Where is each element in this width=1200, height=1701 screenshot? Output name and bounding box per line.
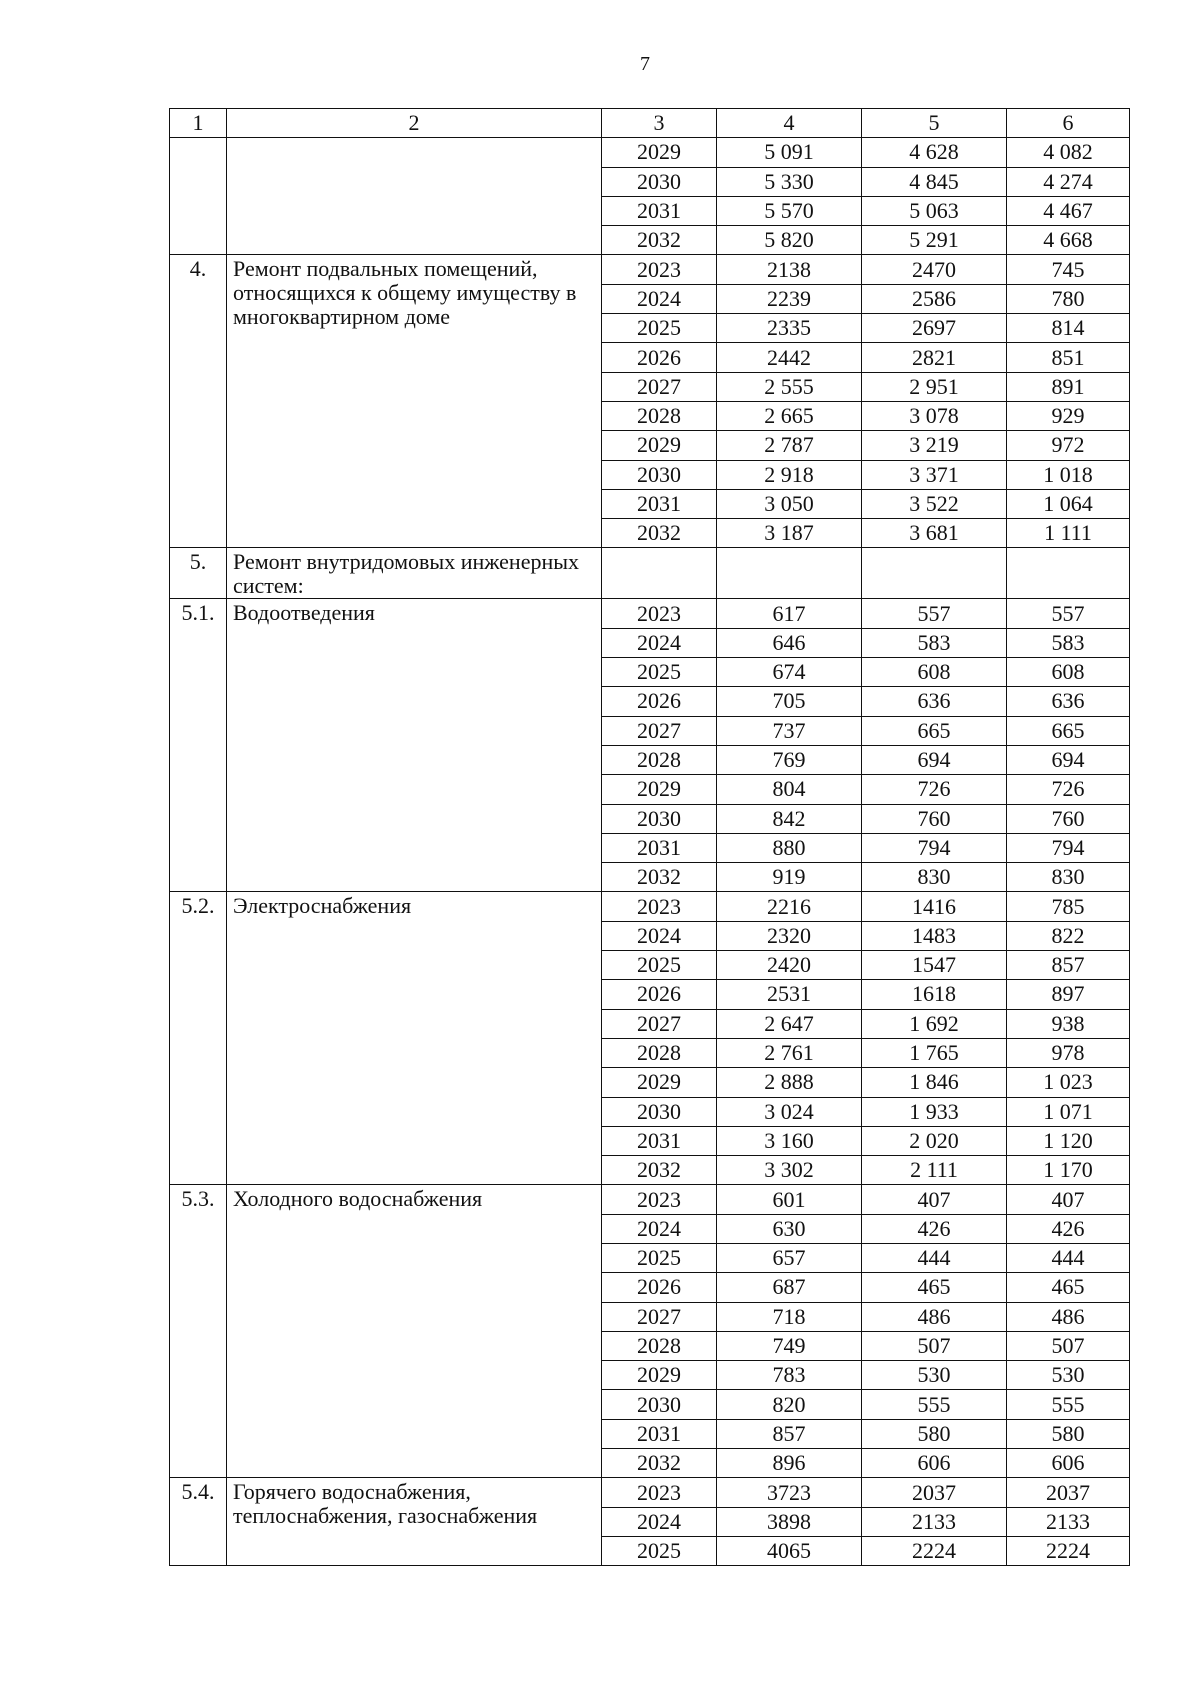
page-number: 7 [640,53,650,75]
year-cell: 2027 [602,372,717,401]
value-cell [1007,548,1130,599]
value-cell: 760 [862,804,1007,833]
year-cell: 2031 [602,196,717,225]
column-header: 5 [862,109,1007,138]
value-cell: 444 [1007,1243,1130,1272]
item-number: 5.2. [170,892,227,1185]
value-cell: 726 [862,775,1007,804]
item-number: 5.3. [170,1185,227,1478]
value-cell: 2 951 [862,372,1007,401]
value-cell: 842 [717,804,862,833]
value-cell: 530 [1007,1361,1130,1390]
value-cell: 636 [862,687,1007,716]
value-cell: 608 [862,658,1007,687]
value-cell: 1 846 [862,1068,1007,1097]
value-cell: 426 [862,1214,1007,1243]
value-cell: 465 [1007,1273,1130,1302]
value-cell: 3898 [717,1507,862,1536]
value-cell: 530 [862,1361,1007,1390]
year-cell: 2026 [602,687,717,716]
value-cell: 1 692 [862,1009,1007,1038]
value-cell: 2133 [862,1507,1007,1536]
value-cell: 814 [1007,314,1130,343]
value-cell: 2420 [717,951,862,980]
column-header: 4 [717,109,862,138]
year-cell: 2023 [602,1185,717,1214]
item-number: 5.4. [170,1478,227,1566]
column-header: 3 [602,109,717,138]
value-cell: 606 [862,1449,1007,1478]
value-cell: 749 [717,1331,862,1360]
value-cell: 2133 [1007,1507,1130,1536]
value-cell [862,548,1007,599]
value-cell: 5 091 [717,138,862,167]
value-cell: 555 [1007,1390,1130,1419]
value-cell: 851 [1007,343,1130,372]
value-cell: 2037 [862,1478,1007,1507]
value-cell: 687 [717,1273,862,1302]
value-cell: 3 187 [717,519,862,548]
year-cell: 2031 [602,1126,717,1155]
item-number: 5. [170,548,227,599]
value-cell: 2 665 [717,401,862,430]
value-cell: 4 274 [1007,167,1130,196]
year-cell: 2027 [602,1009,717,1038]
year-cell: 2029 [602,775,717,804]
value-cell: 5 570 [717,196,862,225]
year-cell: 2031 [602,489,717,518]
value-cell: 1416 [862,892,1007,921]
value-cell: 726 [1007,775,1130,804]
value-cell: 896 [717,1449,862,1478]
year-cell: 2023 [602,255,717,284]
year-cell: 2032 [602,519,717,548]
value-cell: 583 [862,628,1007,657]
year-cell: 2032 [602,1449,717,1478]
table-row [170,1478,1130,1507]
value-cell: 3 078 [862,401,1007,430]
value-cell: 2 888 [717,1068,862,1097]
value-cell: 580 [862,1419,1007,1448]
value-cell: 783 [717,1361,862,1390]
value-cell: 665 [862,716,1007,745]
value-cell: 780 [1007,284,1130,313]
year-cell: 2025 [602,314,717,343]
value-cell: 617 [717,599,862,628]
column-header: 6 [1007,109,1130,138]
value-cell: 5 291 [862,226,1007,255]
value-cell: 636 [1007,687,1130,716]
column-header: 1 [170,109,227,138]
value-cell: 938 [1007,1009,1130,1038]
table-row [170,599,1130,628]
year-cell: 2026 [602,1273,717,1302]
year-cell: 2023 [602,892,717,921]
year-cell: 2026 [602,343,717,372]
year-cell: 2024 [602,1507,717,1536]
table-row [170,138,1130,167]
value-cell: 929 [1007,401,1130,430]
header-row [170,109,1130,138]
year-cell: 2026 [602,980,717,1009]
year-cell: 2027 [602,716,717,745]
value-cell: 1483 [862,921,1007,950]
value-cell: 507 [862,1331,1007,1360]
value-cell: 3 219 [862,431,1007,460]
value-cell: 2697 [862,314,1007,343]
item-number [170,138,227,255]
item-label: Электроснабжения [227,892,602,1185]
value-cell: 737 [717,716,862,745]
value-cell: 2 761 [717,1038,862,1067]
value-cell: 444 [862,1243,1007,1272]
year-cell: 2025 [602,951,717,980]
value-cell: 2586 [862,284,1007,313]
year-cell [602,548,717,599]
item-label [227,138,602,255]
value-cell: 407 [1007,1185,1130,1214]
item-label: Водоотведения [227,599,602,892]
year-cell: 2028 [602,745,717,774]
data-table [169,108,1130,1566]
value-cell: 2 111 [862,1156,1007,1185]
value-cell: 4065 [717,1536,862,1565]
value-cell: 3 302 [717,1156,862,1185]
value-cell: 583 [1007,628,1130,657]
value-cell: 5 063 [862,196,1007,225]
year-cell: 2025 [602,1243,717,1272]
value-cell: 608 [1007,658,1130,687]
column-header: 2 [227,109,602,138]
value-cell: 674 [717,658,862,687]
value-cell: 606 [1007,1449,1130,1478]
value-cell: 3 160 [717,1126,862,1155]
value-cell: 4 628 [862,138,1007,167]
year-cell: 2028 [602,1331,717,1360]
value-cell: 1547 [862,951,1007,980]
value-cell: 486 [1007,1302,1130,1331]
value-cell: 4 467 [1007,196,1130,225]
value-cell: 1 071 [1007,1097,1130,1126]
year-cell: 2030 [602,1097,717,1126]
value-cell: 1 111 [1007,519,1130,548]
year-cell: 2032 [602,226,717,255]
year-cell: 2030 [602,460,717,489]
value-cell: 557 [862,599,1007,628]
value-cell: 830 [1007,863,1130,892]
year-cell: 2032 [602,863,717,892]
value-cell: 465 [862,1273,1007,1302]
value-cell: 3 050 [717,489,862,518]
value-cell: 978 [1007,1038,1130,1067]
year-cell: 2025 [602,1536,717,1565]
year-cell: 2027 [602,1302,717,1331]
value-cell: 897 [1007,980,1130,1009]
year-cell: 2030 [602,804,717,833]
item-label: Ремонт внутридомовых инженерных систем: [227,548,602,599]
value-cell: 426 [1007,1214,1130,1243]
item-number: 5.1. [170,599,227,892]
value-cell: 3 681 [862,519,1007,548]
value-cell: 2037 [1007,1478,1130,1507]
year-cell: 2030 [602,1390,717,1419]
year-cell: 2025 [602,658,717,687]
value-cell: 2470 [862,255,1007,284]
value-cell: 630 [717,1214,862,1243]
value-cell: 2224 [1007,1536,1130,1565]
value-cell: 760 [1007,804,1130,833]
value-cell: 804 [717,775,862,804]
year-cell: 2032 [602,1156,717,1185]
year-cell: 2029 [602,1361,717,1390]
value-cell: 705 [717,687,862,716]
value-cell: 891 [1007,372,1130,401]
value-cell: 2224 [862,1536,1007,1565]
value-cell: 2335 [717,314,862,343]
year-cell: 2024 [602,921,717,950]
year-cell: 2024 [602,284,717,313]
value-cell: 555 [862,1390,1007,1419]
year-cell: 2024 [602,1214,717,1243]
value-cell: 785 [1007,892,1130,921]
value-cell: 1 170 [1007,1156,1130,1185]
value-cell: 507 [1007,1331,1130,1360]
value-cell: 2138 [717,255,862,284]
value-cell: 3 371 [862,460,1007,489]
value-cell: 657 [717,1243,862,1272]
value-cell: 2 020 [862,1126,1007,1155]
value-cell: 880 [717,833,862,862]
value-cell: 2 555 [717,372,862,401]
value-cell: 646 [717,628,862,657]
value-cell: 794 [862,833,1007,862]
value-cell: 830 [862,863,1007,892]
value-cell: 1 765 [862,1038,1007,1067]
value-cell: 2821 [862,343,1007,372]
value-cell: 557 [1007,599,1130,628]
year-cell: 2031 [602,833,717,862]
table-row [170,548,1130,599]
item-label: Ремонт подвальных помещений, относящихся к общему имуществу в многоквартирном доме [227,255,602,548]
value-cell: 1 933 [862,1097,1007,1126]
value-cell: 820 [717,1390,862,1419]
value-cell: 2531 [717,980,862,1009]
value-cell: 3 522 [862,489,1007,518]
value-cell: 1618 [862,980,1007,1009]
year-cell: 2024 [602,628,717,657]
value-cell: 2 787 [717,431,862,460]
year-cell: 2023 [602,1478,717,1507]
value-cell [717,548,862,599]
value-cell: 2216 [717,892,862,921]
value-cell: 822 [1007,921,1130,950]
value-cell: 2442 [717,343,862,372]
value-cell: 580 [1007,1419,1130,1448]
year-cell: 2030 [602,167,717,196]
value-cell: 5 330 [717,167,862,196]
value-cell: 4 668 [1007,226,1130,255]
value-cell: 3723 [717,1478,862,1507]
year-cell: 2031 [602,1419,717,1448]
item-number: 4. [170,255,227,548]
year-cell: 2028 [602,1038,717,1067]
year-cell: 2028 [602,401,717,430]
value-cell: 972 [1007,431,1130,460]
value-cell: 857 [717,1419,862,1448]
value-cell: 694 [1007,745,1130,774]
item-label: Холодного водоснабжения [227,1185,602,1478]
value-cell: 3 024 [717,1097,862,1126]
value-cell: 1 018 [1007,460,1130,489]
value-cell: 486 [862,1302,1007,1331]
value-cell: 2320 [717,921,862,950]
value-cell: 1 120 [1007,1126,1130,1155]
value-cell: 694 [862,745,1007,774]
value-cell: 745 [1007,255,1130,284]
value-cell: 1 064 [1007,489,1130,518]
year-cell: 2029 [602,138,717,167]
value-cell: 2 918 [717,460,862,489]
value-cell: 601 [717,1185,862,1214]
year-cell: 2029 [602,1068,717,1097]
value-cell: 1 023 [1007,1068,1130,1097]
value-cell: 794 [1007,833,1130,862]
year-cell: 2029 [602,431,717,460]
year-cell: 2023 [602,599,717,628]
table-row [170,1185,1130,1214]
value-cell: 769 [717,745,862,774]
value-cell: 919 [717,863,862,892]
value-cell: 4 845 [862,167,1007,196]
value-cell: 718 [717,1302,862,1331]
table-row [170,255,1130,284]
value-cell: 407 [862,1185,1007,1214]
value-cell: 5 820 [717,226,862,255]
table-row [170,892,1130,921]
value-cell: 857 [1007,951,1130,980]
value-cell: 4 082 [1007,138,1130,167]
value-cell: 665 [1007,716,1130,745]
value-cell: 2 647 [717,1009,862,1038]
item-label: Горячего водоснабжения, теплоснабжения, газоснабжения [227,1478,602,1566]
value-cell: 2239 [717,284,862,313]
